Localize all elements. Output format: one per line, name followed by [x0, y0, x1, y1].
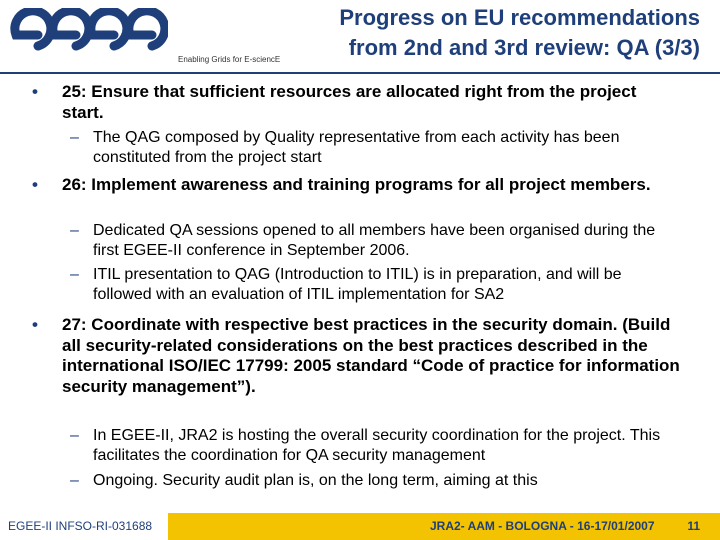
sub-bullet-text: The QAG composed by Quality representative from each activity has been constituted from the project start: [93, 129, 620, 166]
sub-bullet: [70, 265, 683, 304]
sub-bullet: [70, 426, 683, 465]
event-label: JRA2- AAM - BOLOGNA - 16-17/01/2007: [430, 519, 655, 533]
header-rule: [0, 72, 720, 74]
sub-bullet: [70, 471, 683, 491]
dash-marker: –: [70, 472, 79, 489]
sub-bullet-text: ITIL presentation to QAG (Introduction to ITIL) is in preparation, and will be followed with an evaluation of ITIL implementation for SA2: [93, 266, 622, 303]
bullet-26: [32, 175, 682, 196]
slide-header: [0, 0, 720, 76]
doc-id: EGEE-II INFSO-RI-031688: [0, 513, 168, 540]
dash-marker: –: [70, 129, 79, 146]
bullet-text: 27: Coordinate with respective best practices in the security domain. (Build all security-related considerations on the best practices described in the international ISO/IEC 17799: 2005 standard “Code of practice for information security management”).: [62, 315, 680, 396]
title-line-1: Progress on EU recommendations: [339, 5, 700, 30]
slide-title: [160, 3, 700, 63]
sub-bullet: [70, 128, 683, 167]
page-number: 11: [687, 519, 700, 533]
bullet-27: [32, 315, 682, 397]
bullet-text: 25: Ensure that sufficient resources are allocated right from the project start.: [62, 82, 637, 122]
bullet-marker: •: [32, 315, 38, 334]
sub-bullet-text: Ongoing. Security audit plan is, on the long term, aiming at this: [93, 472, 538, 489]
egee-logo: [8, 8, 168, 60]
sub-bullet: [70, 221, 683, 260]
tagline: Enabling Grids for E-sciencE: [178, 55, 281, 64]
slide-footer: [0, 513, 720, 540]
title-line-2: from 2nd and 3rd review: QA (3/3): [348, 35, 700, 60]
sub-bullet-text: Dedicated QA sessions opened to all members have been organised during the first EGEE-II conference in September 2006.: [93, 222, 656, 259]
dash-marker: –: [70, 427, 79, 444]
sub-bullet-text: In EGEE-II, JRA2 is hosting the overall security coordination for the project. This facilitates the coordination for QA security management: [93, 427, 661, 464]
bullet-marker: •: [32, 82, 38, 101]
dash-marker: –: [70, 266, 79, 283]
dash-marker: –: [70, 222, 79, 239]
bullet-text: 26: Implement awareness and training programs for all project members.: [62, 175, 651, 194]
bullet-25: [32, 82, 682, 123]
bullet-marker: •: [32, 175, 38, 194]
